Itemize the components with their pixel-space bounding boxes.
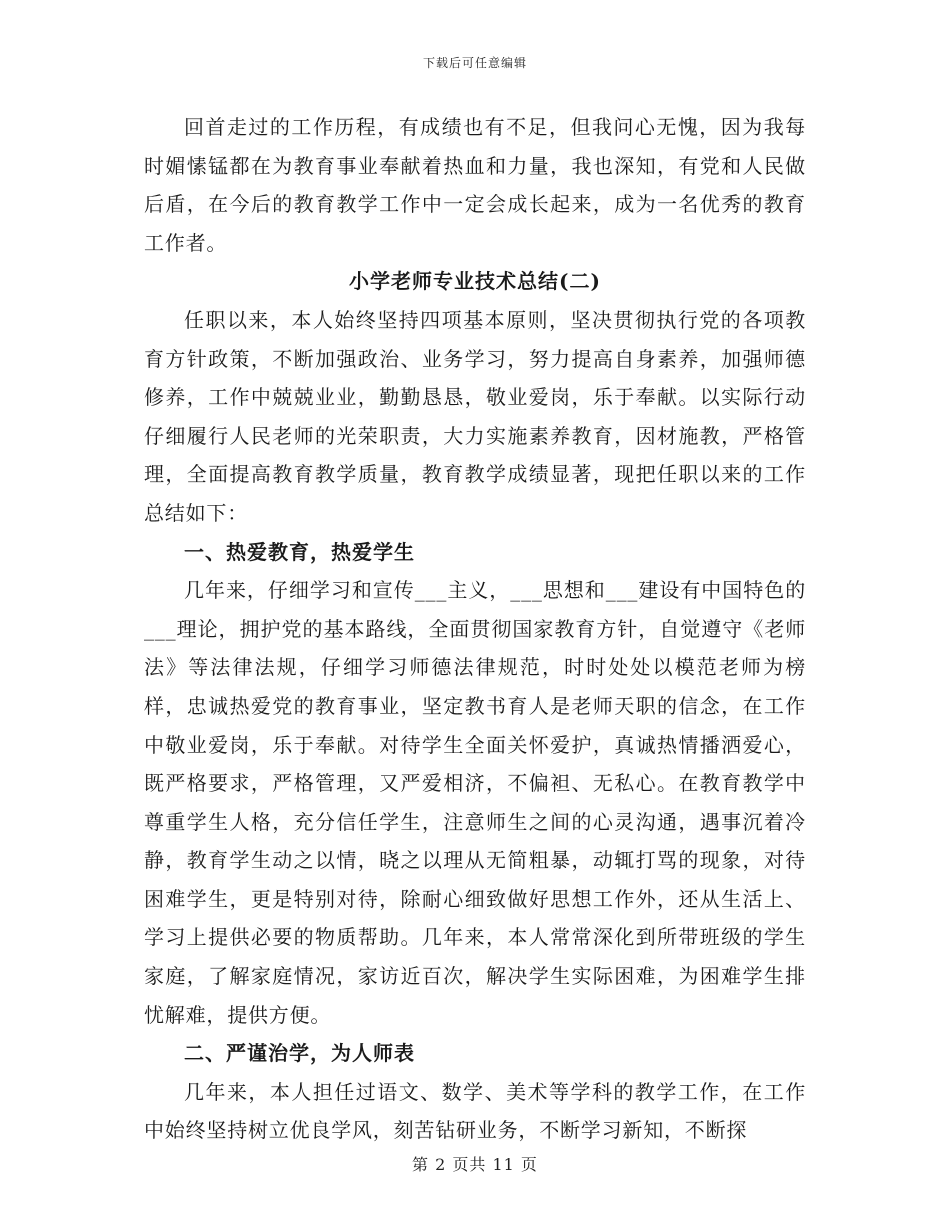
document-title: 小学老师专业技术总结(二): [349, 269, 601, 294]
opening-paragraph: 任职以来，本人始终坚持四项基本原则，坚决贯彻执行党的各项教育方针政策，不断加强政治、业务学习，努力提高自身素养，加强师德修养，工作中兢兢业业，勤勤恳恳，敬业爱岗，乐于奉献。以实际行动仔细履行人民老师的光荣职责，大力实施素养教育，因材施教，严格管理，全面提高教育教学质量，教育教学成绩显著，现把任职以来的工作总结如下：: [144, 307, 806, 525]
section-heading-2: 二、严谨治学，为人师表: [184, 1041, 415, 1066]
section-paragraph-1: 几年来，仔细学习和宣传___主义，___思想和___建设有中国特色的___理论，拥护党的基本路线，全面贯彻国家教育方针，自觉遵守《老师法》等法律法规，仔细学习师德法律规范，时时处处以模范老师为榜样，忠诚热爱党的教育事业，坚定教书育人是老师天职的信念，在工作中敬业爱岗，乐于奉献。对待学生全面关怀爱护，真诚热情播洒爱心，既严格要求，严格管理，又严爱相济，不偏袒、无私心。在教育教学中尊重学生人格，充分信任学生，注意师生之间的心灵沟通，遇事沉着冷静，教育学生动之以情，晓之以理从无简粗暴，动辄打骂的现象，对待困难学生，更是特别对待，除耐心细致做好思想工作外，还从生活上、学习上提供必要的物质帮助。几年来，本人常常深化到所带班级的学生家庭，了解家庭情况，家访近百次，解决学生实际困难，为困难学生排忧解难，提供方便。: [144, 578, 806, 1027]
section-paragraph-2: 几年来，本人担任过语文、数学、美术等学科的教学工作，在工作中始终坚持树立优良学风，刻苦钻研业务，不断学习新知，不断探: [144, 1079, 806, 1143]
page-indicator: 第 2 页共 11 页: [412, 1155, 538, 1174]
header-note: 下载后可任意编辑: [422, 56, 527, 70]
document-body: [144, 108, 806, 1150]
section-heading-1: 一、热爱教育，热爱学生: [184, 539, 415, 564]
intro-paragraph: 回首走过的工作历程，有成绩也有不足，但我问心无愧，因为我每时媚愫锰都在为教育事业奉献着热血和力量，我也深知，有党和人民做后盾，在今后的教育教学工作中一定会成长起来，成为一名优秀的教育工作者。: [144, 115, 806, 255]
